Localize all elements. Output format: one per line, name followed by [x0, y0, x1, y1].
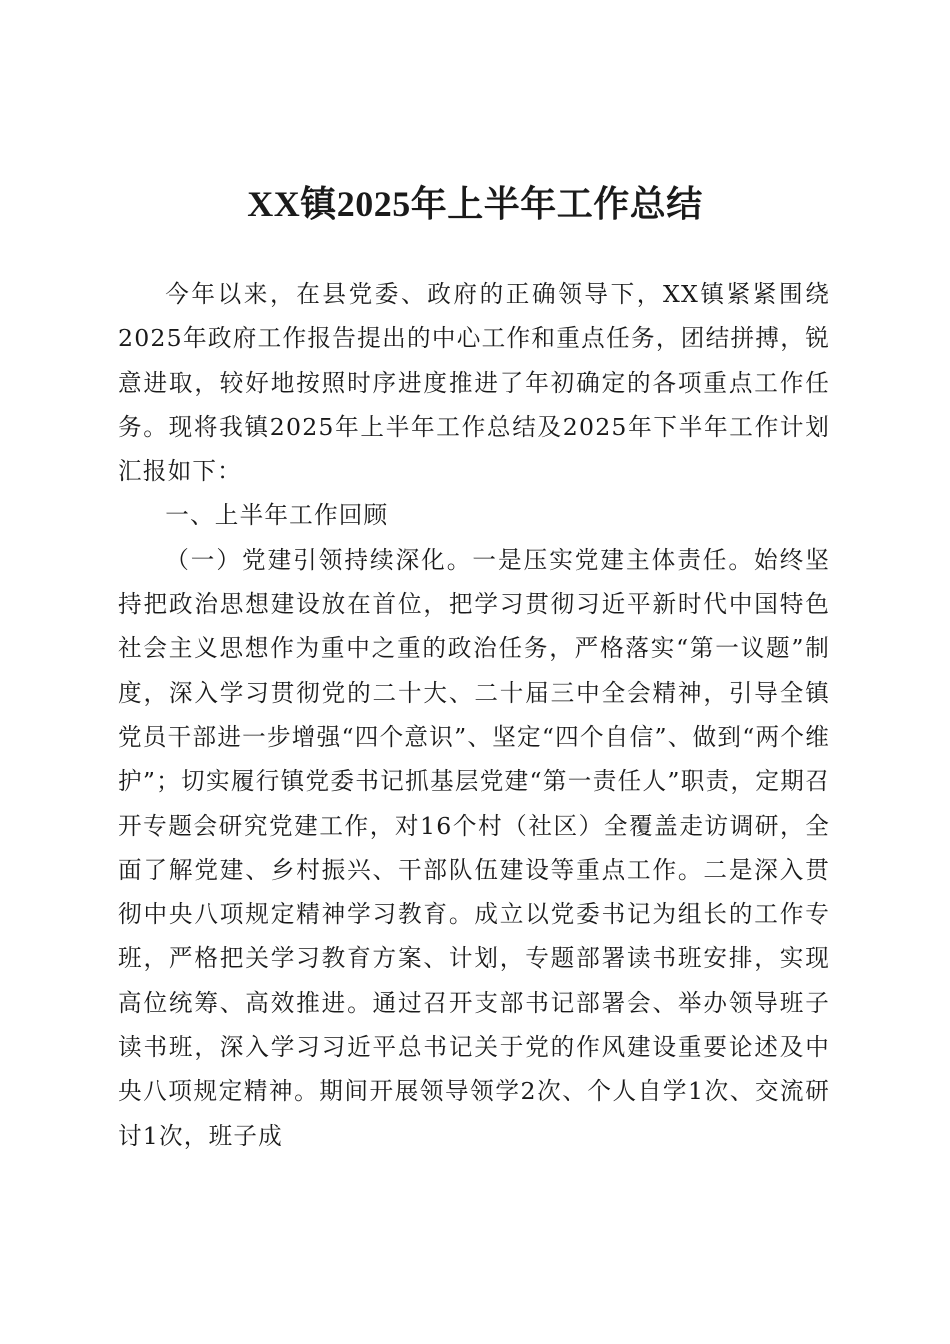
intro-paragraph: 今年以来，在县党委、政府的正确领导下，XX镇紧紧围绕2025年政府工作报告提出的中心工作和重点任务，团结拼搏，锐意进取，较好地按照时序进度推进了年初确定的各项重点工作任务。现将我镇2025年上半年工作总结及2025年下半年工作计划汇报如下： [118, 280, 830, 486]
document-body [118, 272, 830, 1158]
subsection-heading: （一）党建引领持续深化。 [165, 545, 473, 574]
document-title: XX镇2025年上半年工作总结 [247, 184, 703, 224]
section-heading: 一、上半年工作回顾 [165, 501, 389, 530]
subsection-paragraph [118, 538, 830, 1158]
subsection-body: 一是压实党建主体责任。始终坚持把政治思想建设放在首位，把学习贯彻习近平新时代中国特色社会主义思想作为重中之重的政治任务，严格落实“第一议题”制度，深入学习贯彻党的二十大、二十届三中全会精神，引导全镇党员干部进一步增强“四个意识”、坚定“四个自信”、做到“两个维护”；切实履行镇党委书记抓基层党建“第一责任人”职责，定期召开专题会研究党建工作，对16个村（社区）全覆盖走访调研，全面了解党建、乡村振兴、干部队伍建设等重点工作。二是深入贯彻中央八项规定精神学习教育。成立以党委书记为组长的工作专班，严格把关学习教育方案、计划，专题部署读书班安排，实现高位统筹、高效推进。通过召开支部书记部署会、举办领导班子读书班，深入学习习近平总书记关于党的作风建设重要论述及中央八项规定精神。期间开展领导领学2次、个人自学1次、交流研讨1次，班子成 [118, 545, 830, 1150]
